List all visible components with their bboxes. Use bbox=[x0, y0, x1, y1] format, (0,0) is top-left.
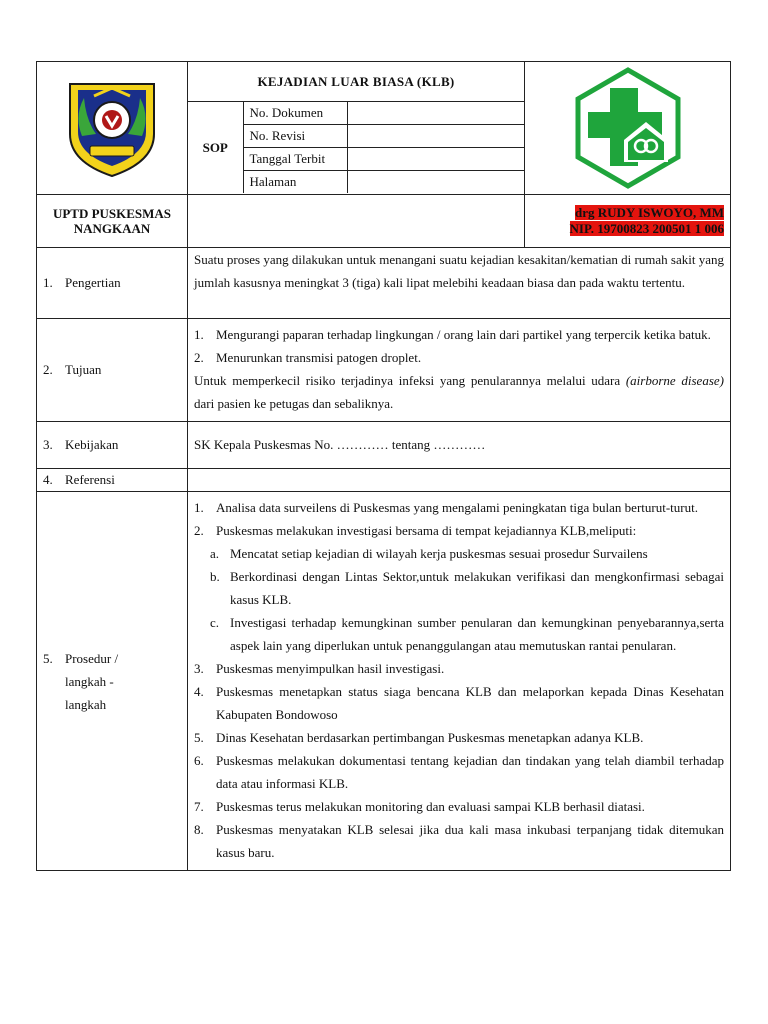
empty-middle-cell bbox=[188, 195, 525, 248]
section-content-pengertian: Suatu proses yang dilakukan untuk menangani suatu kejadian kesakitan/kematian di rumah sakit yang jumlah kasusnya meningkat 3 (tiga) kali lipat melebihi keadaan biasa dan pada waktu tertentu. bbox=[188, 248, 731, 319]
section-label-kebijakan bbox=[37, 422, 188, 469]
tujuan-paragraph: Untuk memperkecil risiko terjadinya infeksi yang penularannya melalui udara (airborne disease) dari pasien ke petugas dan sebaliknya. bbox=[194, 373, 731, 411]
section-number: 3. bbox=[43, 437, 53, 452]
field-label-tanggal-terbit: Tanggal Terbit bbox=[243, 148, 347, 171]
org-line-2: NANGKAAN bbox=[73, 221, 151, 236]
signatory-name: drg RUDY ISWOYO, MM bbox=[574, 205, 724, 220]
section-content-prosedur bbox=[188, 492, 731, 871]
list-item: 2. Puskesmas melakukan investigasi bersama di tempat kejadiannya KLB,meliputi: bbox=[194, 523, 637, 538]
sop-document bbox=[36, 61, 730, 871]
section-title: Kebijakan bbox=[65, 437, 119, 452]
section-title: Tujuan bbox=[65, 362, 102, 377]
section-number: 2. bbox=[43, 362, 53, 377]
section-content-referensi bbox=[188, 469, 731, 492]
section-title: Prosedur / langkah - langkah bbox=[65, 650, 119, 712]
list-item: 1. Mengurangi paparan terhadap lingkungan / orang lain dari partikel yang terpercik ketika batuk. bbox=[194, 327, 711, 342]
section-label-referensi bbox=[37, 469, 188, 492]
document-title: KEJADIAN LUAR BIASA (KLB) bbox=[188, 63, 524, 102]
list-item: 6. Puskesmas melakukan dokumentasi tentang kejadian dan tindakan yang telah diambil terhadap data atau informasi KLB. bbox=[194, 753, 724, 791]
sub-list-item: b. Berkordinasi dengan Lintas Sektor,untuk melakukan verifikasi dan mengkonfirmasi sebagai kasus KLB. bbox=[210, 569, 724, 607]
section-content-kebijakan: SK Kepala Puskesmas No. ………… tentang ………… bbox=[188, 422, 731, 469]
sop-table bbox=[36, 61, 731, 871]
field-value-no-revisi bbox=[347, 125, 524, 148]
field-value-no-dokumen bbox=[347, 102, 524, 125]
signatory-nip: NIP. 19700823 200501 1 006 bbox=[569, 221, 724, 236]
section-title: Pengertian bbox=[65, 275, 121, 290]
section-label-pengertian bbox=[37, 248, 188, 319]
section-label-prosedur bbox=[37, 492, 188, 871]
section-number: 4. bbox=[43, 472, 53, 487]
section-number: 1. bbox=[43, 275, 53, 290]
section-label-tujuan bbox=[37, 319, 188, 422]
left-logo-cell bbox=[37, 62, 188, 195]
list-item: 7. Puskesmas terus melakukan monitoring dan evaluasi sampai KLB berhasil diatasi. bbox=[194, 799, 645, 814]
list-item: 3. Puskesmas menyimpulkan hasil investigasi. bbox=[194, 661, 445, 676]
field-value-halaman bbox=[347, 171, 524, 194]
title-inner-table bbox=[188, 63, 524, 193]
field-label-halaman: Halaman bbox=[243, 171, 347, 194]
list-item: 5. Dinas Kesehatan berdasarkan pertimbangan Puskesmas menetapkan adanya KLB. bbox=[194, 730, 644, 745]
field-label-no-revisi: No. Revisi bbox=[243, 125, 347, 148]
organization-name bbox=[37, 195, 188, 248]
section-content-tujuan bbox=[188, 319, 731, 422]
list-item: 4. Puskesmas menetapkan status siaga bencana KLB dan melaporkan kepada Dinas Kesehatan Kabupaten Bondowoso bbox=[194, 684, 724, 722]
org-line-1: UPTD PUSKESMAS bbox=[52, 206, 172, 221]
title-block bbox=[188, 62, 525, 195]
sop-label: SOP bbox=[188, 102, 243, 194]
sub-list-item: a. Mencatat setiap kejadian di wilayah kerja puskesmas sesuai prosedur Survailens bbox=[210, 546, 648, 561]
signatory-block bbox=[525, 195, 731, 248]
list-item: 2. Menurunkan transmisi patogen droplet. bbox=[194, 350, 422, 365]
section-title: Referensi bbox=[65, 472, 115, 487]
section-number: 5. bbox=[43, 650, 53, 666]
list-item: 1. Analisa data surveilens di Puskesmas yang mengalami peningkatan tiga bulan berturut-turut. bbox=[194, 500, 698, 515]
sub-list-item: c. Investigasi terhadap kemungkinan sumber penularan dan kemungkinan penyebarannya,serta aspek lain yang diperlukan untuk penanggulangan atau memutuskan rantai penularan. bbox=[210, 615, 724, 653]
list-item: 8. Puskesmas menyatakan KLB selesai jika dua kali masa inkubasi terpanjang tidak ditemukan kasus baru. bbox=[194, 822, 724, 860]
right-logo-cell bbox=[525, 62, 731, 195]
field-value-tanggal-terbit bbox=[347, 148, 524, 171]
regency-crest-icon bbox=[60, 76, 164, 180]
puskesmas-cross-logo-icon bbox=[566, 66, 690, 190]
field-label-no-dokumen: No. Dokumen bbox=[243, 102, 347, 125]
